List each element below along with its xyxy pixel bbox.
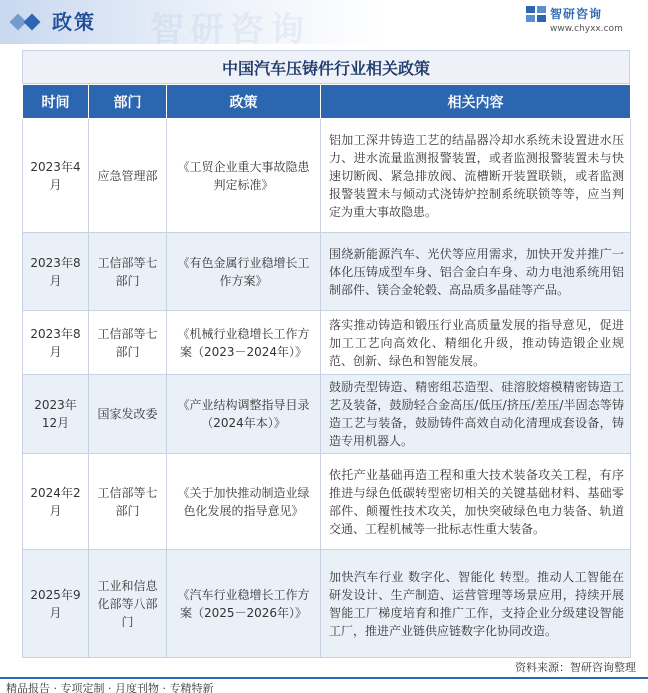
footer-tags: 精品报告 · 专项定制 · 月度刊物 · 专精特新 (6, 682, 214, 693)
footer-divider (0, 677, 648, 679)
cell-policy: 《产业结构调整指导目录（2024年本）》 (167, 375, 321, 454)
cell-time: 2023年8月 (23, 311, 89, 375)
cell-policy: 《机械行业稳增长工作方案（2023－2024年）》 (167, 311, 321, 375)
cell-time: 2023年4月 (23, 119, 89, 233)
cell-content: 加快汽车行业 数字化、智能化 转型。推动人工智能在研发设计、生产制造、运营管理等场景应用，持续开展智能工厂梯度培育和推广工作，支持企业分级建设智能工厂，推进产业链供应链数字化协同改造。 (321, 550, 631, 658)
cell-dept: 工信部等七部门 (89, 454, 167, 550)
header-watermark: 智研咨询 (150, 10, 310, 50)
cell-content: 鼓励壳型铸造、精密组芯造型、硅溶胶熔模精密铸造工艺及装备，鼓励轻合金高压/低压/挤压/差压/半固态等铸造工艺与装备，鼓励铸件高效自动化清理成套设备，铸造专用机器人。 (321, 375, 631, 454)
column-header-dept: 部门 (89, 85, 167, 119)
column-header-time: 时间 (23, 85, 89, 119)
brand (526, 4, 636, 40)
diamond-icon (10, 12, 46, 32)
cell-policy: 《有色金属行业稳增长工作方案》 (167, 233, 321, 311)
cell-policy: 《工贸企业重大事故隐患判定标准》 (167, 119, 321, 233)
table-row (23, 311, 631, 375)
cell-time: 2024年2月 (23, 454, 89, 550)
table-row (23, 375, 631, 454)
policy-table-container (22, 50, 630, 660)
cell-dept: 工信部等七部门 (89, 233, 167, 311)
cell-content: 围绕新能源汽车、光伏等应用需求，加快开发并推广一体化压铸成型车身、铝合金白车身、动力电池系统用铝制部件、镁合金轮毂、高品质多晶硅等产品。 (321, 233, 631, 311)
cell-policy: 《关于加快推动制造业绿色化发展的指导意见》 (167, 454, 321, 550)
cell-dept: 工业和信息化部等八部门 (89, 550, 167, 658)
column-header-content: 相关内容 (321, 85, 631, 119)
cell-policy: 《汽车行业稳增长工作方案（2025－2026年）》 (167, 550, 321, 658)
header-bar (0, 0, 648, 50)
cell-content: 落实推动铸造和锻压行业高质量发展的指导意见，促进加工工艺向高效化、精细化升级，推动铸造锻企业规范、创新、绿色和智能发展。 (321, 311, 631, 375)
column-header-policy: 政策 (167, 85, 321, 119)
cell-dept: 国家发改委 (89, 375, 167, 454)
cell-content: 依托产业基础再造工程和重大技术装备攻关工程，有序推进与绿色低碳转型密切相关的关键基础材料、基础零部件、颠覆性技术攻关，加快突破绿色电力装备、轨道交通、工程机械等一批标志性重大装备。 (321, 454, 631, 550)
cell-time: 2023年8月 (23, 233, 89, 311)
section-title: 政策 (52, 10, 96, 34)
footer (0, 661, 648, 693)
table-row (23, 119, 631, 233)
policy-table (22, 84, 631, 658)
cell-dept: 应急管理部 (89, 119, 167, 233)
brand-logo-icon (526, 6, 546, 22)
brand-url: www.chyxx.com (550, 24, 623, 34)
cell-content: 铝加工深井铸造工艺的结晶器冷却水系统未设置进水压力、进水流量监测报警装置，或者监测报警装置未与快速切断阀、紧急排放阀、流槽断开装置联锁，或者监测报警装置未与倾动式浇铸炉控制系统联锁等等，应当判定为重大事故隐患。 (321, 119, 631, 233)
cell-time: 2023年12月 (23, 375, 89, 454)
cell-time: 2025年9月 (23, 550, 89, 658)
data-source: 资料来源：智研咨询整理 (515, 661, 636, 674)
cell-dept: 工信部等七部门 (89, 311, 167, 375)
brand-name: 智研咨询 (550, 7, 603, 21)
table-row (23, 550, 631, 658)
table-header-row (23, 85, 631, 119)
table-title: 中国汽车压铸件行业相关政策 (22, 50, 630, 84)
table-row (23, 233, 631, 311)
table-row (23, 454, 631, 550)
